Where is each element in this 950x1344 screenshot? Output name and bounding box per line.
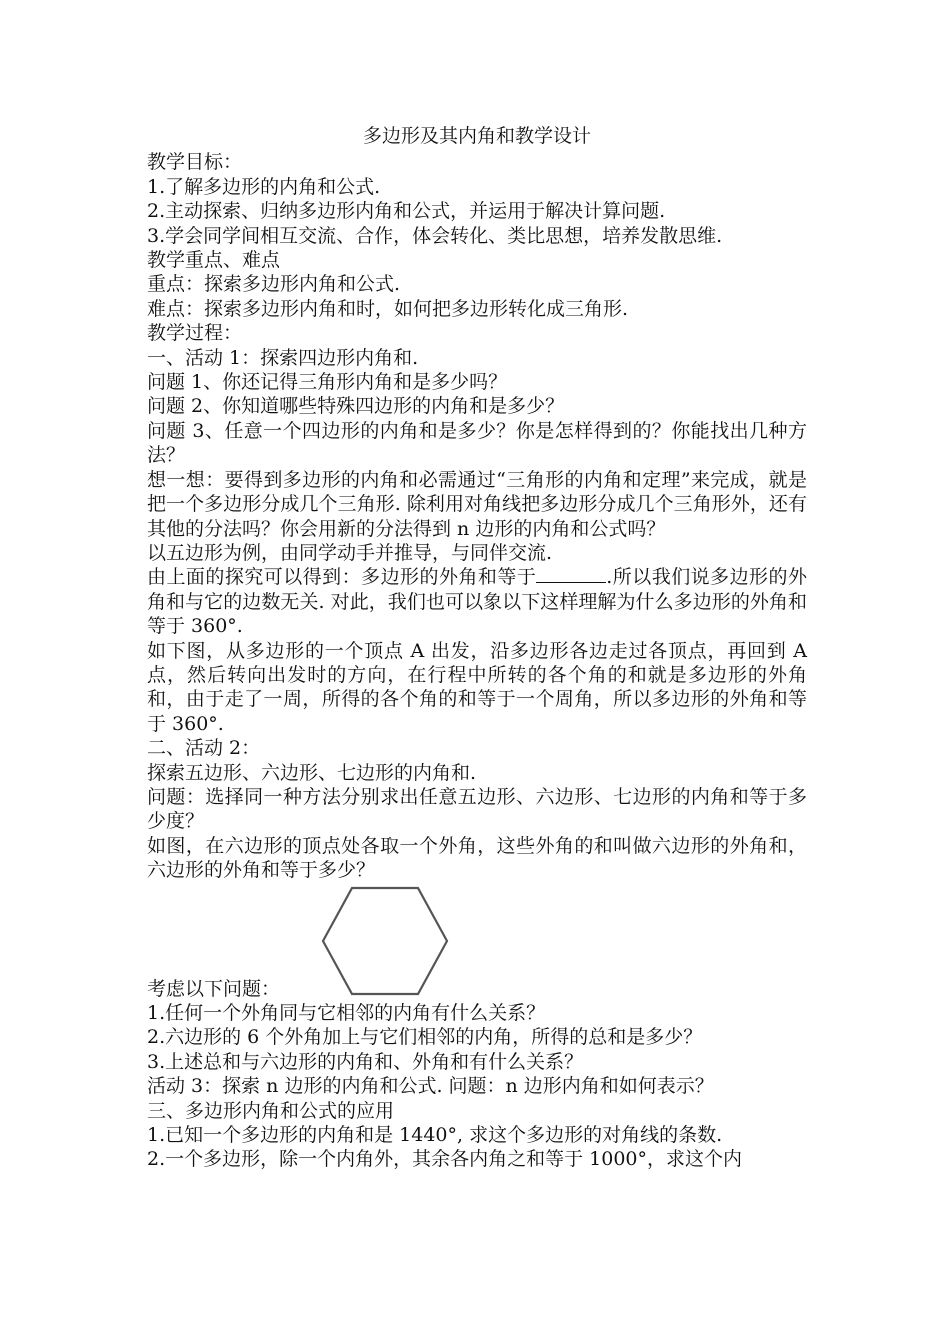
application-heading: 三、多边形内角和公式的应用: [147, 1099, 395, 1122]
fill-in-blank: [536, 566, 606, 583]
consider-2: 2.六边形的 6 个外角加上与它们相邻的内角，所得的总和是多少？: [147, 1026, 703, 1049]
document-page: [147, 124, 807, 1172]
key-point: 重点：探索多边形内角和公式.: [147, 273, 401, 296]
exterior-text-after: .所以我们说多边形的外角和与它的边数无关. 对此，我们也可以象以下这样理解为什么多边形的外角和等于 360°.: [147, 566, 807, 638]
consider-1: 1.任何一个外角同与它相邻的内角有什么关系？: [147, 1002, 546, 1024]
question-paragraph: 问题：选择同一种方法分别求出任意五边形、六边形、七边形的内角和等于多少度？: [147, 785, 807, 833]
think-paragraph: 想一想：要得到多边形的内角和必需通过“三角形的内角和定理”来完成，就是把一个多边形分成几个三角形. 除利用对角线把多边形分成几个三角形外，还有其他的分法吗？你会用新的分法得到 n 边形的内角和公式吗？: [147, 468, 807, 540]
consider-heading: 考虑以下问题：: [147, 977, 281, 1000]
question-2: 问题 2、你知道哪些特殊四边形的内角和是多少？: [147, 395, 565, 418]
activity-3: 活动 3：探索 n 边形的内角和公式. 问题：n 边形内角和如何表示？: [147, 1075, 714, 1098]
application-2: 2.一个多边形，除一个内角外，其余各内角之和等于 1000°，求这个内: [147, 1148, 743, 1171]
application-1: 1.已知一个多边形的内角和是 1440°, 求这个多边形的对角线的条数.: [147, 1124, 723, 1147]
goal-1: 1.了解多边形的内角和公式.: [147, 175, 381, 198]
goal-2: 2.主动探索、归纳多边形内角和公式，并运用于解决计算问题.: [147, 200, 666, 223]
exterior-paragraph: [147, 565, 807, 638]
pentagon-paragraph: 以五边形为例，由同学动手并推导，与同伴交流.: [147, 541, 553, 564]
walk-paragraph: 如下图，从多边形的一个顶点 A 出发，沿多边形各边走过各顶点，再回到 A 点，然后转向出发时的方向，在行程中所转的各个角的和就是多边形的外角和，由于走了一周，所得的各个角的和等于一个周角，所以多边形的外角和等于 360°.: [147, 639, 807, 735]
activity-2: 二、活动 2：: [147, 737, 261, 760]
process-heading: 教学过程：: [147, 322, 243, 345]
hexagon-diagram: [321, 886, 449, 996]
difficulty: 难点：探索多边形内角和时，如何把多边形转化成三角形.: [147, 297, 629, 320]
hexagon-figure: [147, 883, 807, 996]
key-heading: 教学重点、难点: [147, 249, 281, 272]
consider-3: 3.上述总和与六边形的内角和、外角和有什么关系？: [147, 1050, 584, 1073]
question-3: 问题 3、任意一个四边形的内角和是多少？你是怎样得到的？你能找出几种方法？: [147, 419, 807, 467]
explore-line: 探索五边形、六边形、七边形的内角和.: [147, 761, 477, 784]
hexagon-shape: [323, 888, 447, 994]
question-1: 问题 1、你还记得三角形内角和是多少吗？: [147, 371, 508, 394]
exterior-text-before: 由上面的探究可以得到：多边形的外角和等于: [147, 566, 537, 589]
activity-1: 一、活动 1：探索四边形内角和.: [147, 346, 419, 369]
document-title: 多边形及其内角和教学设计: [362, 125, 591, 147]
hexagon-paragraph: 如图，在六边形的顶点处各取一个外角，这些外角的和叫做六边形的外角和，六边形的外角和等于多少？: [147, 834, 807, 882]
goals-heading: 教学目标：: [147, 151, 243, 174]
goal-3: 3.学会同学间相互交流、合作，体会转化、类比思想，培养发散思维.: [147, 224, 723, 247]
